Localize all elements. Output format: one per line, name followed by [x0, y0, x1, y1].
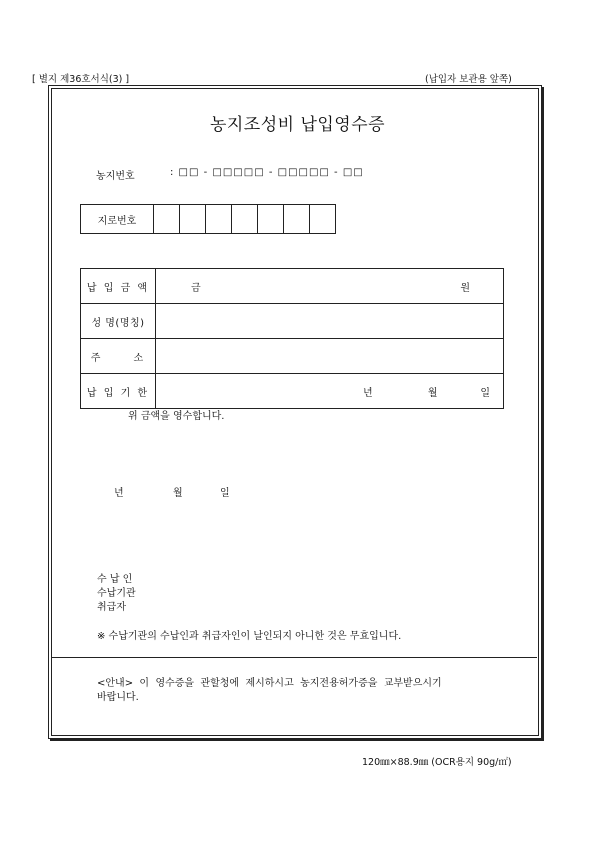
receipt-statement: 위 금액을 영수합니다. [128, 411, 225, 422]
giro-digit-box[interactable] [232, 205, 258, 234]
giro-number-table [80, 204, 336, 234]
signature-collector: 수 납 인 [97, 574, 133, 585]
payment-amount-field[interactable] [156, 269, 504, 304]
due-date-field[interactable] [156, 374, 504, 409]
guide-line-1: <안내> 이 영수증을 관할청에 제시하시고 농지전용허가증을 교부받으시기 [97, 678, 442, 689]
due-month: 월 [427, 387, 438, 399]
form-reference: [ 별지 제36호서식(3) ] [32, 74, 130, 85]
giro-digit-box[interactable] [206, 205, 232, 234]
farm-number-label: 농지번호 [96, 171, 135, 182]
address-field[interactable] [156, 339, 504, 374]
giro-digit-box[interactable] [310, 205, 336, 234]
giro-digit-box[interactable] [154, 205, 180, 234]
signature-handler: 취급자 [97, 602, 126, 613]
date-day: 일 [220, 488, 230, 499]
guide-line-2: 바랍니다. [97, 692, 139, 703]
section-divider [52, 657, 537, 658]
date-year: 년 [114, 488, 124, 499]
date-month: 월 [173, 488, 183, 499]
amount-unit: 원 [460, 282, 470, 294]
giro-digit-box[interactable] [180, 205, 206, 234]
form-title: 농지조성비 납입영수증 [209, 115, 386, 135]
due-day: 일 [480, 387, 490, 399]
amount-prefix: 금 [191, 282, 201, 294]
signature-institution: 수납기관 [97, 588, 136, 599]
validity-notice: ※ 수납기관의 수납인과 취급자인이 날인되지 아니한 것은 무효입니다. [97, 631, 402, 642]
due-year: 년 [363, 387, 373, 399]
payment-table [80, 268, 504, 409]
name-label: 성 명(명칭) [81, 304, 156, 339]
giro-number-label: 지로번호 [81, 205, 154, 234]
giro-digit-box[interactable] [258, 205, 284, 234]
farm-number-field[interactable]: : □□ - □□□□□ - □□□□□ - □□ [170, 167, 364, 178]
payment-amount-label: 납 입 금 액 [81, 269, 156, 304]
due-date-label: 납 입 기 한 [81, 374, 156, 409]
giro-digit-box[interactable] [284, 205, 310, 234]
copy-note: (납입자 보관용 앞쪽) [425, 74, 512, 85]
address-label: 주 소 [81, 339, 156, 374]
name-field[interactable] [156, 304, 504, 339]
paper-spec: 120㎜×88.9㎜ (OCR용지 90g/㎡) [362, 757, 512, 768]
